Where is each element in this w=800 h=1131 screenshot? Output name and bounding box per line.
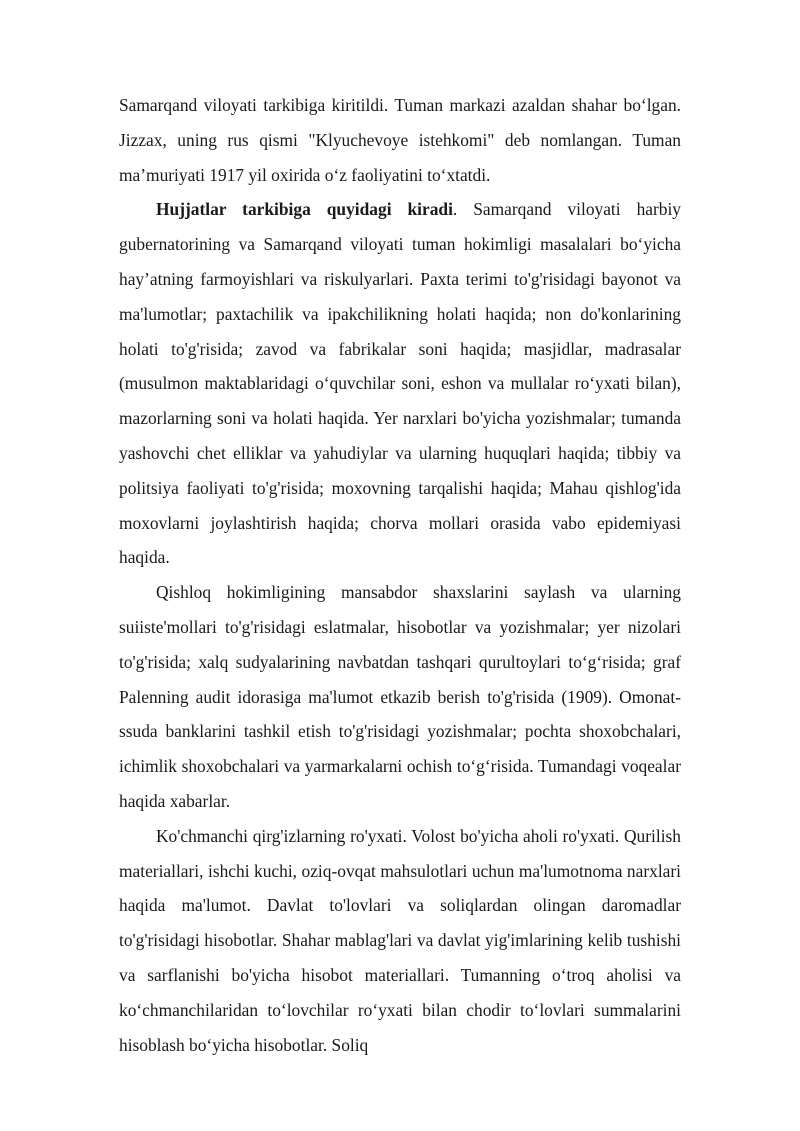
paragraph-village-administration xyxy=(119,575,681,819)
paragraph-text: . Samarqand viloyati harbiy gubernatorining va Samarqand viloyati tuman hokimligi masalalari bo‘yicha hay’atning farmoyishlari va riskulyarlari. Paxta terimi to'g'risidagi bayonot va ma'lumotlar; paxtachilik va ipakchilikning holati haqida; non do'konlarining holati to'g'risida; zavod va fabrikalar soni haqida; masjidlar, madrasalar (musulmon maktablaridagi o‘quvchilar soni, eshon va mullalar ro‘yxati bilan), mazorlarning soni va holati haqida. Yer narxlari bo'yicha yozishmalar; tumanda yashovchi chet elliklar va yahudiylar va ularning huquqlari haqida; tibbiy va politsiya faoliyati to'g'risida; moxovning tarqalishi haqida; Mahau qishlog'ida moxovlarni joylashtirish haqida; chorva mollari orasida vabo epidemiyasi haqida. xyxy=(119,199,681,568)
paragraph-documents-composition xyxy=(119,192,681,575)
paragraph-bold-lead: Hujjatlar tarkibiga quyidagi kiradi xyxy=(156,199,453,220)
paragraph-nomad-lists xyxy=(119,819,681,1063)
paragraph-text: Ko'chmanchi qirg'izlarning ro'yxati. Volost bo'yicha aholi ro'yxati. Qurilish materiallari, ishchi kuchi, oziq-ovqat mahsulotlari uchun ma'lumotnoma narxlari haqida ma'lumot. Davlat to'lovlari va soliqlardan olingan daromadlar to'g'risidagi hisobotlar. Shahar mablag'lari va davlat yig'imlarining kelib tushishi va sarflanishi bo'yicha hisobot materiallari. Tumanning o‘troq aholisi va ko‘chmanchilaridan to‘lovchilar ro‘yxati bilan chodir to‘lovlari summalarini hisoblash bo‘yicha hisobotlar. Soliq xyxy=(119,825,681,1055)
paragraph-text: Qishloq hokimligining mansabdor shaxslarini saylash va ularning suiiste'mollari to'g'risidagi eslatmalar, hisobotlar va yozishmalar; yer nizolari to'g'risida; xalq sudyalarining navbatdan tashqari qurultoylari to‘g‘risida; graf Palenning audit idorasiga ma'lumot etkazib berish to'g'risida (1909). Omonat-ssuda banklarini tashkil etish to'g'risidagi yozishmalar; pochta shoxobchalari, ichimlik shoxobchalari va yarmarkalarni ochish to‘g‘risida. Tumandagi voqealar haqida xabarlar. xyxy=(119,582,681,811)
document-page xyxy=(119,88,681,1062)
paragraph-continuation xyxy=(119,88,681,192)
paragraph-text: Samarqand viloyati tarkibiga kiritildi. Tuman markazi azaldan shahar bo‘lgan. Jizzax, uning rus qismi "Klyuchevoye istehkomi" deb nomlangan. Tuman ma’muriyati 1917 yil oxirida o‘z faoliyatini to‘xtatdi. xyxy=(119,95,681,185)
